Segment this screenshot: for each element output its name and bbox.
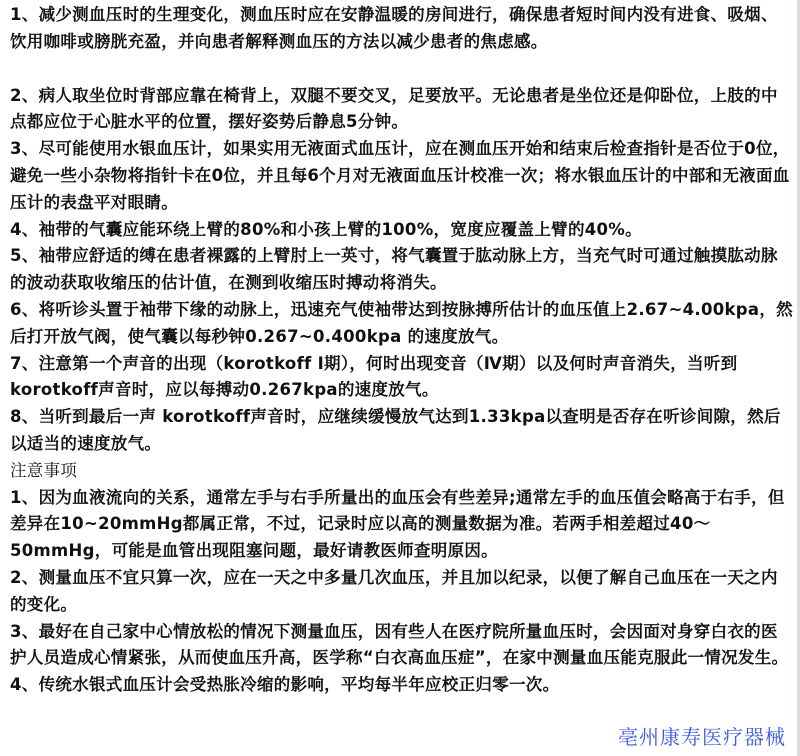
notes-title: 注意事项 bbox=[10, 460, 78, 480]
paragraph-8: 8、当听到最后一声 korotkoff声音时，应继续缓慢放气达到1.33kpa以查明是否存在听诊间隙，然后以适当的速度放气。 bbox=[10, 407, 781, 453]
paragraph-5: 5、袖带应舒适的缚在患者裸露的上臂肘上一英寸，将气囊置于肱动脉上方，当充气时可通过触摸肱动脉的波动获取收缩压的估计值，在测到收缩压时搏动将消失。 bbox=[10, 246, 778, 293]
note-item-1: 1、因为血液流向的关系，通常左手与右手所量出的血压会有些差异;通常左手的血压值会略高于右手，但差异在10~20mmHg都属正常，不过，记录时应以高的测量数据为准。若两手相差超过40～50mmHg，可能是血管出现阻塞问题，最好请教医师查明原因。 bbox=[10, 487, 785, 561]
paragraph-1: 1、减少测血压时的生理变化，测血压时应在安静温暖的房间进行，确保患者短时间内没有进食、吸烟、饮用咖啡或膀胱充盈，并向患者解释测血压的方法以减少患者的焦虑感。 bbox=[10, 5, 778, 51]
blank-line bbox=[10, 56, 794, 83]
paragraph-3: 3、尽可能使用水银血压计，如果实用无液面式血压计，应在测血压开始和结束后检查指针是否位于0位，避免一些小杂物将指针卡在0位，并且每6个月对无液面血压计校准一次；将水银血压计的中部和无液面血压计的表盘平对眼睛。 bbox=[10, 139, 790, 212]
note-item-3: 3、最好在自己家中心情放松的情况下测量血压，因有些人在医疗院所量血压时，会因面对身穿白衣的医护人员造成心情紧张，从而使血压升高，医学称“白衣高血压症”，在家中测量血压能克服此一情况发生。 bbox=[10, 621, 789, 668]
note-item-4: 4、传统水银式血压计会受热胀冷缩的影响，平均每半年应校正归零一次。 bbox=[10, 675, 560, 695]
paragraph-4: 4、袖带的气囊应能环绕上臂的80%和小孩上臂的100%，宽度应覆盖上臂的40%。 bbox=[10, 219, 642, 239]
note-item-2: 2、测量血压不宜只算一次，应在一天之中多量几次血压，并且加以纪录，以便了解自己血压在一天之内的变化。 bbox=[10, 567, 778, 614]
paragraph-2: 2、病人取坐位时背部应靠在椅背上，双腿不要交叉，足要放平。无论患者是坐位还是仰卧位，上肢的中点都应位于心脏水平的位置，摆好姿势后静息5分钟。 bbox=[10, 85, 778, 132]
watermark-text: 亳州康寿医疗器械 bbox=[618, 725, 786, 749]
document-body bbox=[10, 2, 794, 699]
paragraph-7: 7、注意第一个声音的出现（korotkoff Ⅰ期），何时出现变音（Ⅳ期）以及何时声音消失，当听到korotkoff声音时，应以每搏动0.267kpa的速度放气。 bbox=[10, 353, 738, 400]
paragraph-6: 6、将听诊头置于袖带下缘的动脉上，迅速充气使袖带达到按脉搏所估计的血压值上2.67~4.00kpa，然后打开放气阀，使气囊以每秒钟0.267~0.400kpa 的速度放气。 bbox=[10, 299, 793, 346]
